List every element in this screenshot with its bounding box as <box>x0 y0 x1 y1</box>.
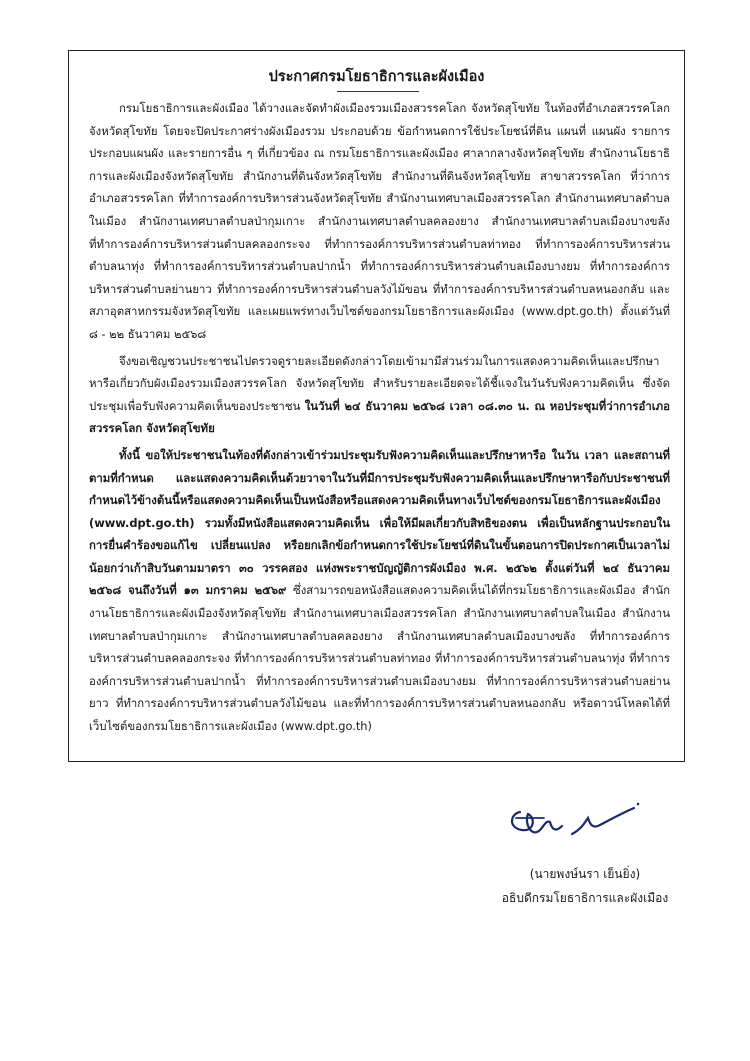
signer-name: (นายพงษ์นรา เย็นยิ่ง) <box>529 867 641 881</box>
signature-image <box>480 800 660 850</box>
title-underline <box>337 91 419 92</box>
paragraph-1: กรมโยธาธิการและผังเมือง ได้วางและจัดทำผังเมืองรวมเมืองสวรรคโลก จังหวัดสุโขทัย ในท้องที่อำเภอสวรรคโลก จังหวัดสุโขทัย โดยจะปิดประกาศร่างผังเมืองรวม ประกอบด้วย ข้อกำหนดการใช้ประโยชน์ที่ดิน แผนที่ แผนผัง รายการประกอบแผนผัง และรายการอื่น ๆ ที่เกี่ยวข้อง ณ กรมโยธาธิการและผังเมือง ศาลากลางจังหวัดสุโขทัย สำนักงานโยธาธิการและผังเมืองจังหวัดสุโขทัย สำนักงานที่ดินจังหวัดสุโขทัย สำนักงานที่ดินจังหวัดสุโขทัย สาขาสวรรคโลก ที่ว่าการอำเภอสวรรคโลก ที่ทำการองค์การบริหารส่วนจังหวัดสุโขทัย สำนักงานเทศบาลเมืองสวรรคโลก สำนักงานเทศบาลตำบลในเมือง สำนักงานเทศบาลตำบลป่ากุมเกาะ สำนักงานเทศบาลตำบลคลองยาง สำนักงานเทศบาลตำบลเมืองบางขลัง ที่ทำการองค์การบริหารส่วนตำบลคลองกระจง ที่ทำการองค์การบริหารส่วนตำบลท่าทอง ที่ทำการองค์การบริหารส่วนตำบลนาทุ่ง ที่ทำการองค์การบริหารส่วนตำบลปากน้ำ ที่ทำการองค์การบริหารส่วนตำบลเมืองบางยม ที่ทำการองค์การบริหารส่วนตำบลย่านยาว ที่ทำการองค์การบริหารส่วนตำบลวังไม้ขอน ที่ทำการองค์การบริหารส่วนตำบลหนองกลับ และสภาอุตสาหกรรมจังหวัดสุโขทัย และเผยแพร่ทางเว็บไซต์ของกรมโยธาธิการและผังเมือง (www.dpt.go.th) ตั้งแต่วันที่ ๘ - ๒๒ ธันวาคม ๒๕๖๘ <box>89 101 670 341</box>
paragraph-2 <box>89 350 670 440</box>
announcement-title: ประกาศกรมโยธาธิการและผังเมือง <box>268 69 485 85</box>
announcement-body <box>89 97 670 742</box>
paragraph-2-text: จึงขอเชิญชวนประชาชนไปตรวจดูรายละเอียดดังกล่าวโดยเข้ามามีส่วนร่วมในการแสดงความคิดเห็นและปรึกษาหารือเกี่ยวกับผังเมืองรวมเมืองสวรรคโลก จังหวัดสุโขทัย สำหรับรายละเอียดจะได้ชี้แจงในวันรับฟังความคิดเห็น ซึ่งจัดประชุมเพื่อรับฟังความคิดเห็นของประชาชน <box>89 353 670 413</box>
signer-block <box>480 862 690 910</box>
paragraph-3 <box>89 444 670 738</box>
announcement-box <box>68 50 685 762</box>
paragraph-3-bold: ทั้งนี้ ขอให้ประชาชนในท้องที่ดังกล่าวเข้าร่วมประชุมรับฟังความคิดเห็นและปรึกษาหารือ ในวัน เวลา และสถานที่ ตามที่กำหนด และแสดงความคิดเห็นด้วยวาจาในวันที่มีการประชุมรับฟังความคิดเห็นและปรึกษาหารือกับประชาชนที่กำหนดไว้ข้างต้นนี้หรือแสดงความคิดเห็นเป็นหนังสือหรือแสดงความคิดเห็นทางเว็บไซต์ของกรมโยธาธิการและผังเมือง (www.dpt.go.th) รวมทั้งมีหนังสือแสดงความคิดเห็น เพื่อให้มีผลเกี่ยวกับสิทธิของตน เพื่อเป็นหลักฐานประกอบในการยื่นคำร้องขอแก้ไข เปลี่ยนแปลง หรือยกเลิกข้อกำหนดการใช้ประโยชน์ที่ดินในขั้นตอนการปิดประกาศเป็นเวลาไม่น้อยกว่าเก้าสิบวันตามมาตรา ๓๐ วรรคสอง แห่งพระราชบัญญัติการผังเมือง พ.ศ. ๒๕๖๒ ตั้งแต่วันที่ ๒๔ ธันวาคม ๒๕๖๘ จนถึงวันที่ ๑๓ มกราคม ๒๕๖๙ <box>89 447 670 598</box>
paragraph-3-text: ซึ่งสามารถขอหนังสือแสดงความคิดเห็นได้ที่กรมโยธาธิการและผังเมือง สำนักงานโยธาธิการและผังเมืองจังหวัดสุโขทัย สำนักงานเทศบาลเมืองสวรรคโลก สำนักงานเทศบาลตำบลในเมือง สำนักงานเทศบาลตำบลป่ากุมเกาะ สำนักงานเทศบาลตำบลคลองยาง สำนักงานเทศบาลตำบลเมืองบางขลัง ที่ทำการองค์การบริหารส่วนตำบลคลองกระจง ที่ทำการองค์การบริหารส่วนตำบลท่าทอง ที่ทำการองค์การบริหารส่วนตำบลนาทุ่ง ที่ทำการองค์การบริหารส่วนตำบลปากน้ำ ที่ทำการองค์การบริหารส่วนตำบลเมืองบางยม ที่ทำการองค์การบริหารส่วนตำบลย่านยาว ที่ทำการองค์การบริหารส่วนตำบลวังไม้ขอน และที่ทำการองค์การบริหารส่วนตำบลหนองกลับ หรือดาวน์โหลดได้ที่เว็บไซต์ของกรมโยธาธิการและผังเมือง (www.dpt.go.th) <box>89 583 671 734</box>
meeting-date-venue: ในวันที่ ๒๔ ธันวาคม ๒๕๖๘ เวลา ๐๘.๓๐ น. ณ หอประชุมที่ว่าการอำเภอสวรรคโลก จังหวัดสุโขทัย <box>89 398 670 436</box>
signer-position: อธิบดีกรมโยธาธิการและผังเมือง <box>501 891 669 905</box>
